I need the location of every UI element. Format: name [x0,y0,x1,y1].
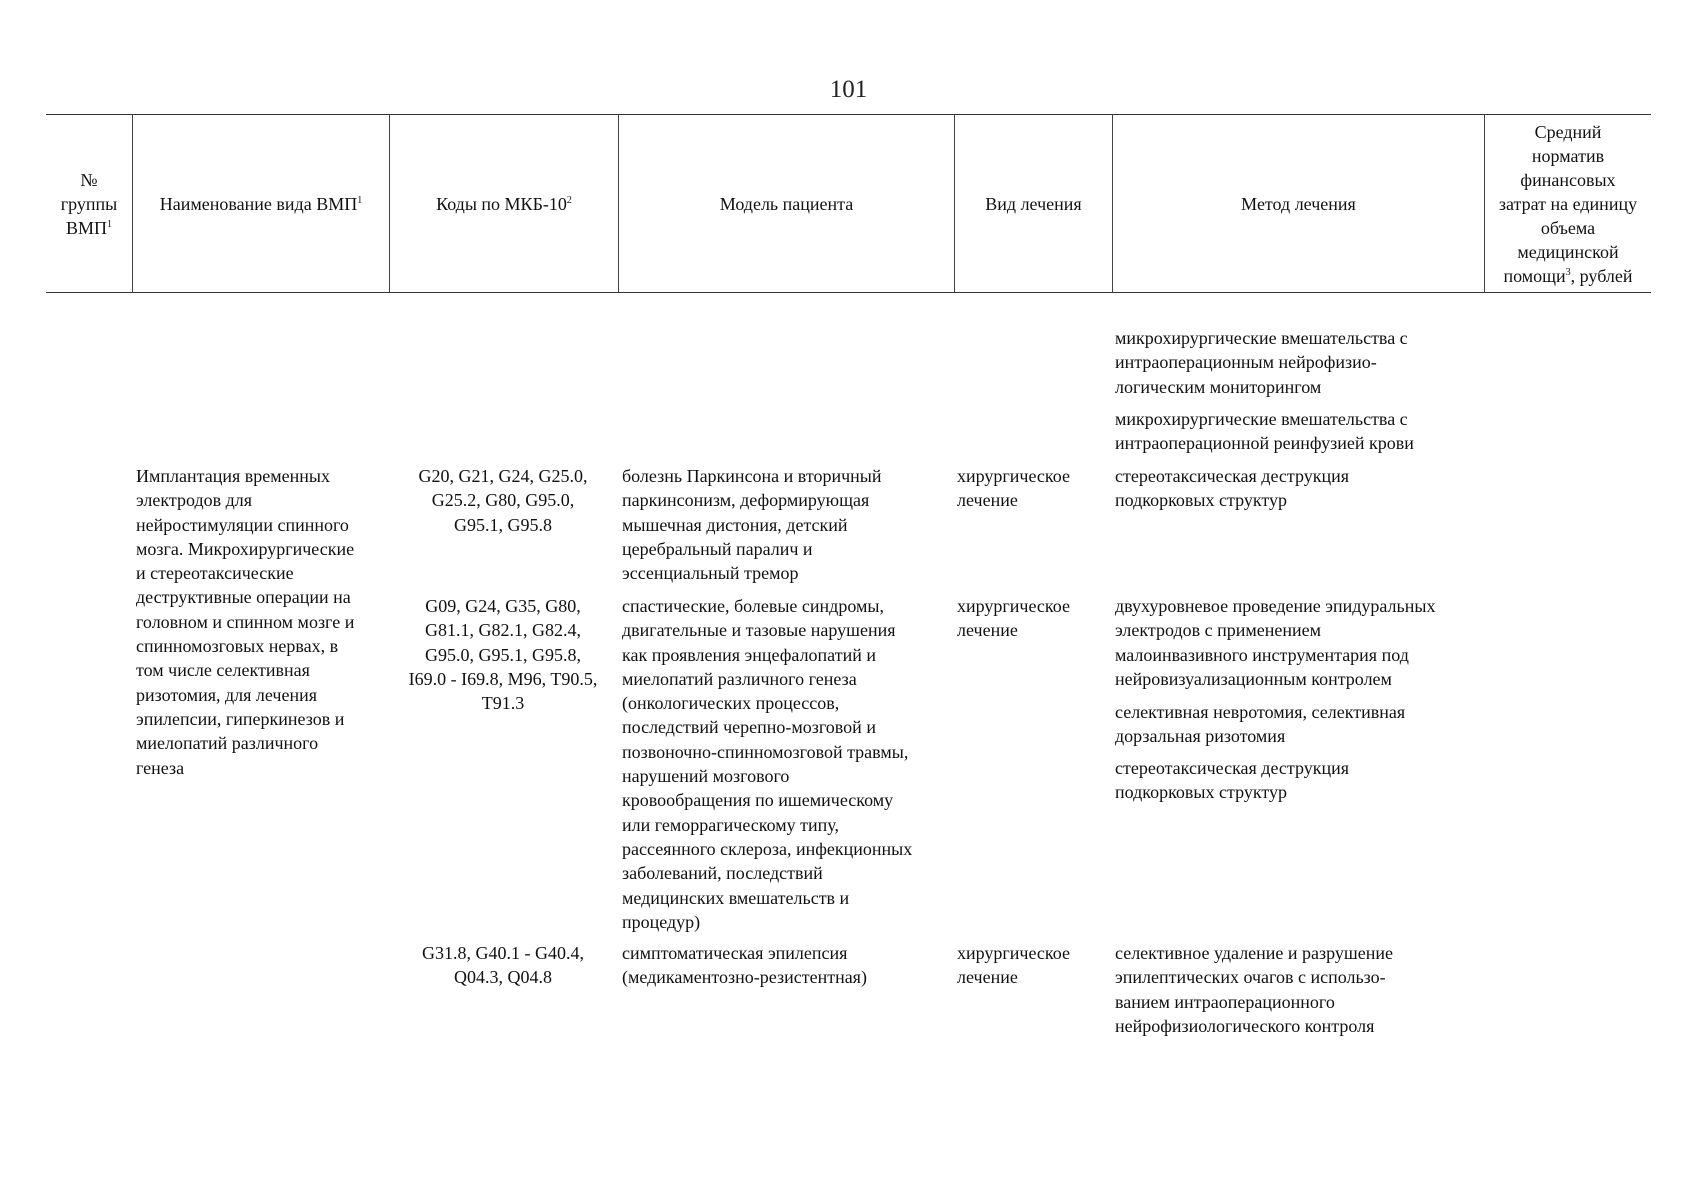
header-group-number: № группы ВМП$^1$ [60,169,118,238]
row-1-codes: G20, G21, G24, G25.0, G25.2, G80, G95.0, G95.1, G95.8 [418,466,588,535]
vmp-name: Имплантация временных электродов для нейростимуляции спинного мозга. Микрохирургические и стереотаксические деструктивные операции на головном и спинном мозге и спинномозговых нервах, в том числе селективная ризотомия, для лечения эпилепсии, гиперкинезов и миелопатий различного генеза [136,466,355,778]
header-treatment-method: Метод лечения [1112,115,1484,292]
row-1-treatment-type: хирургическое лечение [957,466,1070,511]
header-patient-model: Модель пациента [618,115,954,292]
row-3-codes: G31.8, G40.1 - G40.4, Q04.3, Q04.8 [422,943,584,988]
row-3-method: селективное удаление и разрушение эпилептических очагов с использо- ванием интраоперационного нейрофизиологического контроля [1115,943,1394,1036]
table-header [46,114,1651,293]
row-3-treatment-type: хирургическое лечение [957,943,1070,988]
row-1-method: стереотаксическая деструкция подкорковых структур [1115,466,1350,511]
row-1-patient-model: болезнь Паркинсона и вторичный паркинсонизм, деформирующая мышечная дистония, детский церебральный паралич и эссенциальный тремор [622,466,882,584]
row-2-patient-model: спастические, болевые синдромы, двигательные и тазовые нарушения как проявления энцефалопатий и миелопатий различного генеза (онкологических процессов, последствий черепно-мозговой и позвоночно-спинномозговой травмы, нарушений мозгового кровообращения по ишемическому или геморрагическому типу, рассеянного склероза, инфекционных заболеваний, последствий медицинских вмешательств и процедур) [622,596,913,932]
continuation-method-1: микрохирургические вмешательства с интраоперационным нейрофизио- логическим мониторингом [1115,328,1408,397]
row-2-method-2: селективная невротомия, селективная дорзальная ризотомия [1115,702,1406,747]
header-treatment-type: Вид лечения [954,115,1112,292]
header-vmp-name: Наименование вида ВМП$^1$ [132,115,389,292]
row-2-method-1: двухуровневое проведение эпидуральных электродов с применением малоинвазивного инструментария под нейровизуализационным контролем [1115,596,1436,689]
header-icd-codes: Коды по МКБ-$10^2$ [389,115,618,292]
row-3-patient-model: симптоматическая эпилепсия (медикаментозно-резистентная) [622,943,867,988]
row-2-treatment-type: хирургическое лечение [957,596,1070,641]
row-2-codes: G09, G24, G35, G80, G81.1, G82.1, G82.4, G95.0, G95.1, G95.8, I69.0 - I69.8, M96, T90.5, T91.3 [408,596,598,714]
continuation-method-2: микрохирургические вмешательства с интраоперационной реинфузией крови [1115,409,1414,454]
row-2-method-3: стереотаксическая деструкция подкорковых структур [1115,758,1350,803]
page-number: 101 [829,76,868,103]
header-average-cost: Средний норматив финансовых затрат на единицу объема медицинской помощи$^3$, рублей [1484,115,1651,292]
